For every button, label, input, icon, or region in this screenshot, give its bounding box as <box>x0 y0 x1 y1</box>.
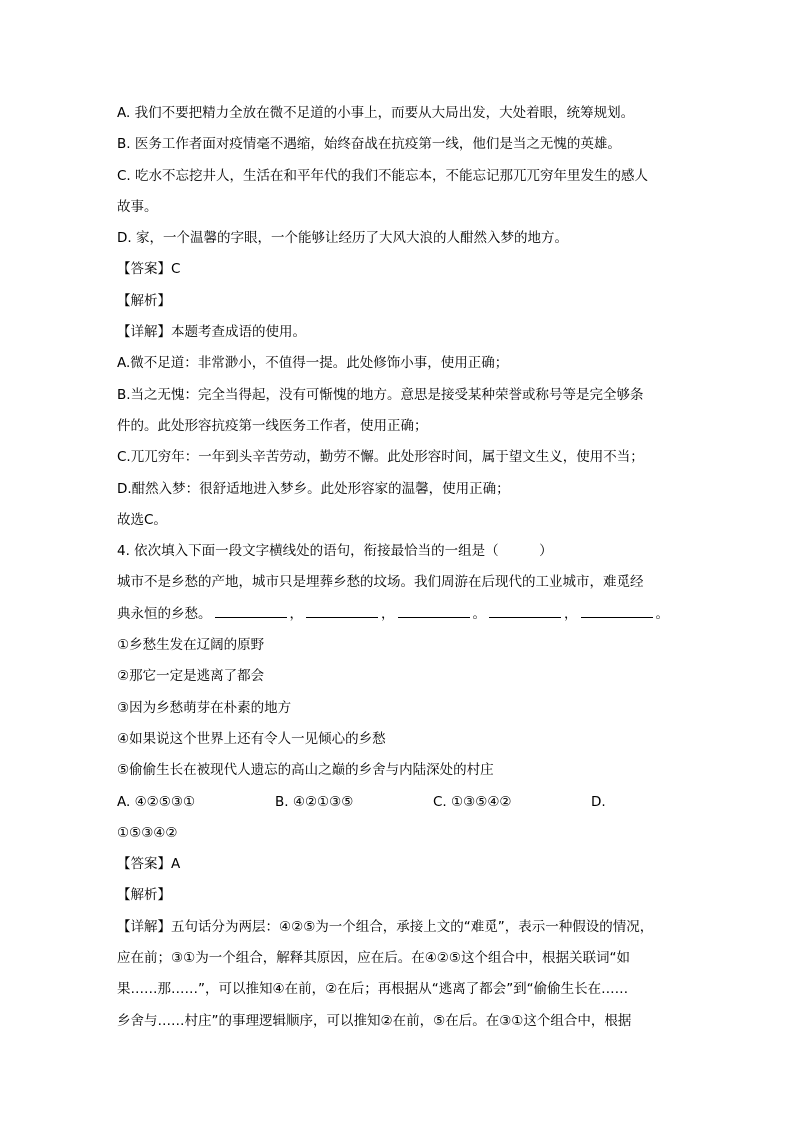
q3-option-a: A. 我们不要把精力全放在微不足道的小事上，而要从大局出发，大处着眼，统筹规划。 <box>117 105 635 121</box>
q3-option-c: C. 吃水不忘挖井人，生活在和平年代的我们不能忘本，不能忘记那兀兀穷年里发生的感人 <box>117 167 649 184</box>
q3-analysis-label: 【解析】 <box>117 292 171 309</box>
q3-option-d: D. 家，一个温馨的字眼，一个能够让经历了大风大浪的人酣然入梦的地方。 <box>117 230 568 247</box>
q3-option-b: B. 医务工作者面对疫情毫不遇缩，始终奋战在抗疫第一线，他们是当之无愧的英雄。 <box>117 136 621 153</box>
q4-passage-line1: 城市不是乡愁的产地，城市只是埋葬乡愁的坟场。我们周游在后现代的工业城市，难觅经 <box>117 574 644 591</box>
q3-detail-line: A.微不足道：非常渺小，不值得一提。此处修饰小事，使用正确； <box>117 355 509 372</box>
q4-detail-line: 【详解】五句话分为两层：④②⑤为一个组合，承接上文的“难觅”，表示一种假设的情况， <box>117 918 654 935</box>
q3-detail-line: C.兀兀穷年：一年到头辛苦劳动，勤劳不懈。此处形容时间，属于望文生义，使用不当； <box>117 449 644 466</box>
fill-blank-1 <box>215 605 287 618</box>
q4-detail-line: 乡舍与……村庄”的事理逻辑顺序，可以推知②在前，⑤在后。在③①这个组合中，根据 <box>117 1012 632 1029</box>
q3-answer: 【答案】C <box>117 261 181 278</box>
document-page <box>117 98 677 1037</box>
q3-detail-line: 故选C。 <box>117 511 167 528</box>
q4-detail-line: 应在前；③①为一个组合，解释其原因，应在后。在④②⑤这个组合中，根据关联词“如 <box>117 950 631 967</box>
punct: ， <box>289 605 303 622</box>
q4-sentence-3: ③因为乡愁萌芽在朴素的地方 <box>117 699 292 716</box>
q4-sentence-2: ②那它一定是逃离了都会 <box>117 668 265 685</box>
q4-stem: 4. 依次填入下面一段文字横线处的语句，衔接最恰当的一组是（ ） <box>117 543 553 560</box>
q4-sentence-5: ⑤偷偷生长在被现代人遗忘的高山之巅的乡舍与内陆深处的村庄 <box>117 762 494 779</box>
punct: 。 <box>472 605 486 622</box>
q4-choice-d: D. <box>591 793 606 810</box>
fill-blank-2 <box>306 605 378 618</box>
q3-detail-line: 件的。此处形容抗疫第一线医务工作者，使用正确； <box>117 417 428 434</box>
q4-sentence-1: ①乡愁生发在辽阔的原野 <box>117 637 265 654</box>
q4-sentence-4: ④如果说这个世界上还有令人一见倾心的乡愁 <box>117 730 386 747</box>
q3-detail-line: 【详解】本题考查成语的使用。 <box>117 324 306 341</box>
q4-analysis-label: 【解析】 <box>117 887 171 904</box>
q4-choice-c: C. ①③⑤④② <box>433 793 512 810</box>
q4-choices <box>117 787 677 818</box>
q3-detail-line: D.酣然入梦：很舒适地进入梦乡。此处形容家的温馨，使用正确； <box>117 480 510 497</box>
fill-blank-3 <box>398 605 470 618</box>
q3-detail-line: B.当之无愧：完全当得起，没有可惭愧的地方。意思是接受某种荣誉或称号等是完全够条 <box>117 386 644 403</box>
fill-blank-5 <box>581 605 653 618</box>
punct: 。 <box>655 605 669 622</box>
q4-detail-line: 果……那……”，可以推知④在前，②在后；再根据从“逃离了都会”到“偷偷生长在…… <box>117 981 629 998</box>
q4-choice-b: B. ④②①③⑤ <box>275 793 354 810</box>
q4-passage-line2 <box>117 599 677 630</box>
q4-choice-d-wrap: ①⑤③④② <box>117 824 178 841</box>
q4-choice-a: A. ④②⑤③① <box>117 793 196 810</box>
punct: ， <box>564 605 578 622</box>
q4-answer: 【答案】A <box>117 856 181 873</box>
q4-passage-text: 典永恒的乡愁。 <box>117 605 212 622</box>
punct: ， <box>381 605 395 622</box>
q3-option-c-wrap: 故事。 <box>117 198 158 215</box>
fill-blank-4 <box>489 605 561 618</box>
